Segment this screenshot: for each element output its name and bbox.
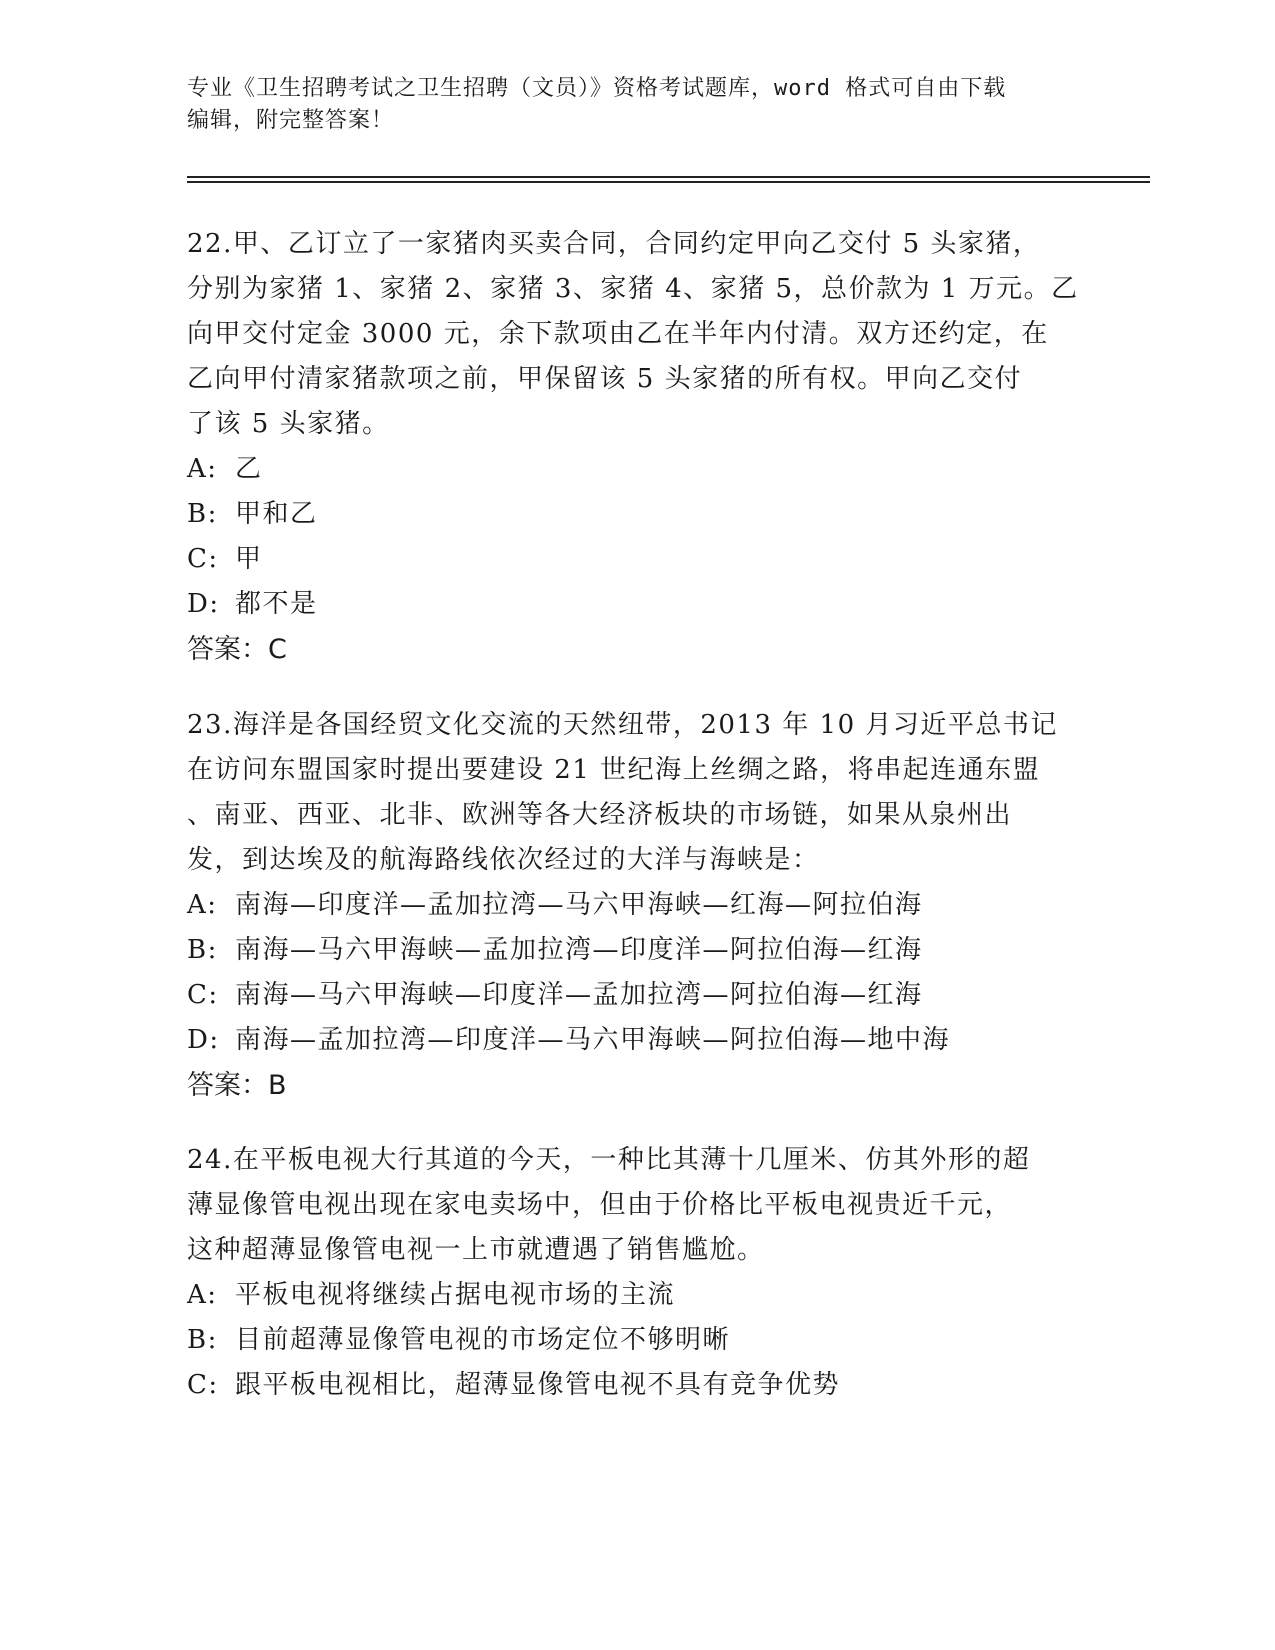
option-b xyxy=(187,492,1087,537)
question-24 xyxy=(187,1138,1087,1408)
option-label: A: xyxy=(187,1280,218,1310)
option-c xyxy=(187,1363,1087,1408)
option-label: C: xyxy=(187,980,219,1010)
option-label: B: xyxy=(187,499,218,529)
question-text-line: 向甲交付定金 3000 元，余下款项由乙在半年内付清。双方还约定，在 xyxy=(187,319,1049,349)
option-label: C: xyxy=(187,544,219,574)
question-text-line: 发，到达埃及的航海路线依次经过的大洋与海峡是： xyxy=(187,845,820,875)
option-label: C: xyxy=(187,1370,219,1400)
option-text: 南海—马六甲海峡—印度洋—孟加拉湾—阿拉伯海—红海 xyxy=(235,980,923,1010)
document-header xyxy=(187,73,1087,137)
option-text: 南海—孟加拉湾—印度洋—马六甲海峡—阿拉伯海—地中海 xyxy=(235,1025,951,1055)
header-divider xyxy=(187,176,1150,183)
option-text: 目前超薄显像管电视的市场定位不够明晰 xyxy=(235,1325,731,1355)
question-text-line: 23.海洋是各国经贸文化交流的天然纽带，2013 年 10 月习近平总书记 xyxy=(187,710,1058,740)
option-b xyxy=(187,928,1087,973)
option-d xyxy=(187,582,1087,627)
option-a xyxy=(187,1273,1087,1318)
question-text-line: 分别为家猪 1、家猪 2、家猪 3、家猪 4、家猪 5，总价款为 1 万元。乙 xyxy=(187,274,1079,304)
question-text-line: 了该 5 头家猪。 xyxy=(187,409,390,439)
option-text: 都不是 xyxy=(235,589,318,619)
option-text: 乙 xyxy=(235,454,263,484)
question-text-line: 24.在平板电视大行其道的今天，一种比其薄十几厘米、仿其外形的超 xyxy=(187,1145,1031,1175)
answer-line: 答案：C xyxy=(187,634,287,665)
option-d xyxy=(187,1018,1087,1063)
option-label: D: xyxy=(187,589,220,619)
option-label: A: xyxy=(187,454,218,484)
question-22 xyxy=(187,222,1087,672)
header-line-2: 编辑，附完整答案！ xyxy=(187,108,395,133)
option-label: D: xyxy=(187,1025,220,1055)
header-line-1: 专业《卫生招聘考试之卫生招聘（文员）》资格考试题库，word 格式可自由下载 xyxy=(187,76,1007,101)
question-text-line: 在访问东盟国家时提出要建设 21 世纪海上丝绸之路，将串起连通东盟 xyxy=(187,755,1041,785)
option-text: 南海—马六甲海峡—孟加拉湾—印度洋—阿拉伯海—红海 xyxy=(235,935,923,965)
option-b xyxy=(187,1318,1087,1363)
question-text-line: 薄显像管电视出现在家电卖场中，但由于价格比平板电视贵近千元， xyxy=(187,1190,1013,1220)
question-text-line: 这种超薄显像管电视一上市就遭遇了销售尴尬。 xyxy=(187,1235,765,1265)
option-text: 平板电视将继续占据电视市场的主流 xyxy=(235,1280,676,1310)
option-text: 甲 xyxy=(235,544,263,574)
option-text: 跟平板电视相比，超薄显像管电视不具有竞争优势 xyxy=(235,1370,841,1400)
option-label: B: xyxy=(187,935,218,965)
answer-line: 答案：B xyxy=(187,1070,287,1101)
option-label: B: xyxy=(187,1325,218,1355)
option-text: 甲和乙 xyxy=(235,499,318,529)
question-23 xyxy=(187,703,1087,1108)
option-a xyxy=(187,883,1087,928)
option-c xyxy=(187,537,1087,582)
question-text-line: 22.甲、乙订立了一家猪肉买卖合同，合同约定甲向乙交付 5 头家猪， xyxy=(187,229,1041,259)
option-text: 南海—印度洋—孟加拉湾—马六甲海峡—红海—阿拉伯海 xyxy=(235,890,923,920)
option-label: A: xyxy=(187,890,218,920)
option-c xyxy=(187,973,1087,1018)
question-text-line: 、南亚、西亚、北非、欧洲等各大经济板块的市场链，如果从泉州出 xyxy=(187,800,1013,830)
question-text-line: 乙向甲付清家猪款项之前，甲保留该 5 头家猪的所有权。甲向乙交付 xyxy=(187,364,1023,394)
option-a xyxy=(187,447,1087,492)
